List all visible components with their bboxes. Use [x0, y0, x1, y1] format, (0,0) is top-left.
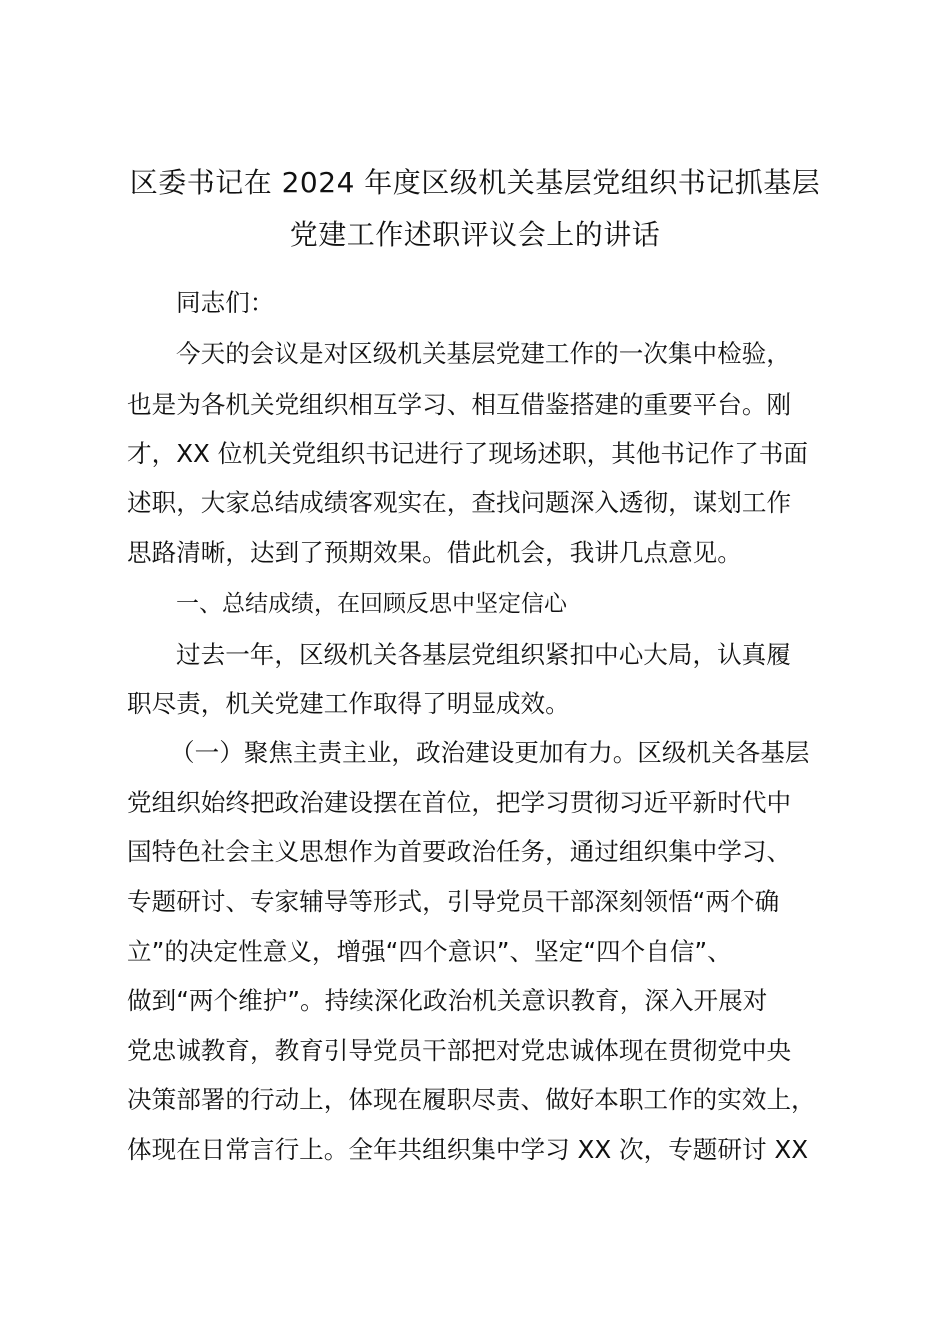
paragraph-line: 决策部署的行动上，体现在履职尽责、做好本职工作的实效上，: [127, 1085, 816, 1114]
paragraph-line: 立”的决定性意义，增强“四个意识”、坚定“四个自信”、: [127, 937, 732, 966]
paragraph-line: 述职，大家总结成绩客观实在，查找问题深入透彻，谋划工作: [127, 488, 792, 517]
paragraph-line: 过去一年，区级机关各基层党组织紧扣中心大局，认真履: [176, 640, 791, 669]
paragraph-line: 也是为各机关党组织相互学习、相互借鉴搭建的重要平台。刚: [127, 390, 792, 419]
paragraph-line: 职尽责，机关党建工作取得了明显成效。: [127, 689, 570, 718]
salutation: 同志们：: [176, 288, 275, 317]
section-heading: 一、总结成绩，在回顾反思中坚定信心: [176, 591, 567, 617]
paragraph-line: 做到“两个维护”。持续深化政治机关意识教育，深入开展对: [127, 986, 768, 1015]
paragraph-line: 今天的会议是对区级机关基层党建工作的一次集中检验，: [176, 339, 791, 368]
paragraph-line: 体现在日常言行上。全年共组织集中学习 XX 次，专题研讨 XX: [127, 1135, 809, 1164]
paragraph-line: 党忠诚教育，教育引导党员干部把对党忠诚体现在贯彻党中央: [127, 1036, 792, 1065]
document-title-line-2: 党建工作述职评议会上的讲话: [289, 218, 661, 251]
paragraph-line: 思路清晰，达到了预期效果。借此机会，我讲几点意见。: [127, 538, 742, 567]
paragraph-line: 党组织始终把政治建设摆在首位，把学习贯彻习近平新时代中: [127, 788, 792, 817]
paragraph-line: （一）聚焦主责主业，政治建设更加有力。区级机关各基层: [170, 738, 810, 767]
paragraph-line: 国特色社会主义思想作为首要政治任务，通过组织集中学习、: [127, 837, 792, 866]
document-title-line-1: 区委书记在 2024 年度区级机关基层党组织书记抓基层: [129, 166, 821, 199]
paragraph-line: 才，XX 位机关党组织书记进行了现场述职，其他书记作了书面: [127, 439, 808, 468]
paragraph-line: 专题研讨、专家辅导等形式，引导党员干部深刻领悟“两个确: [127, 887, 780, 916]
